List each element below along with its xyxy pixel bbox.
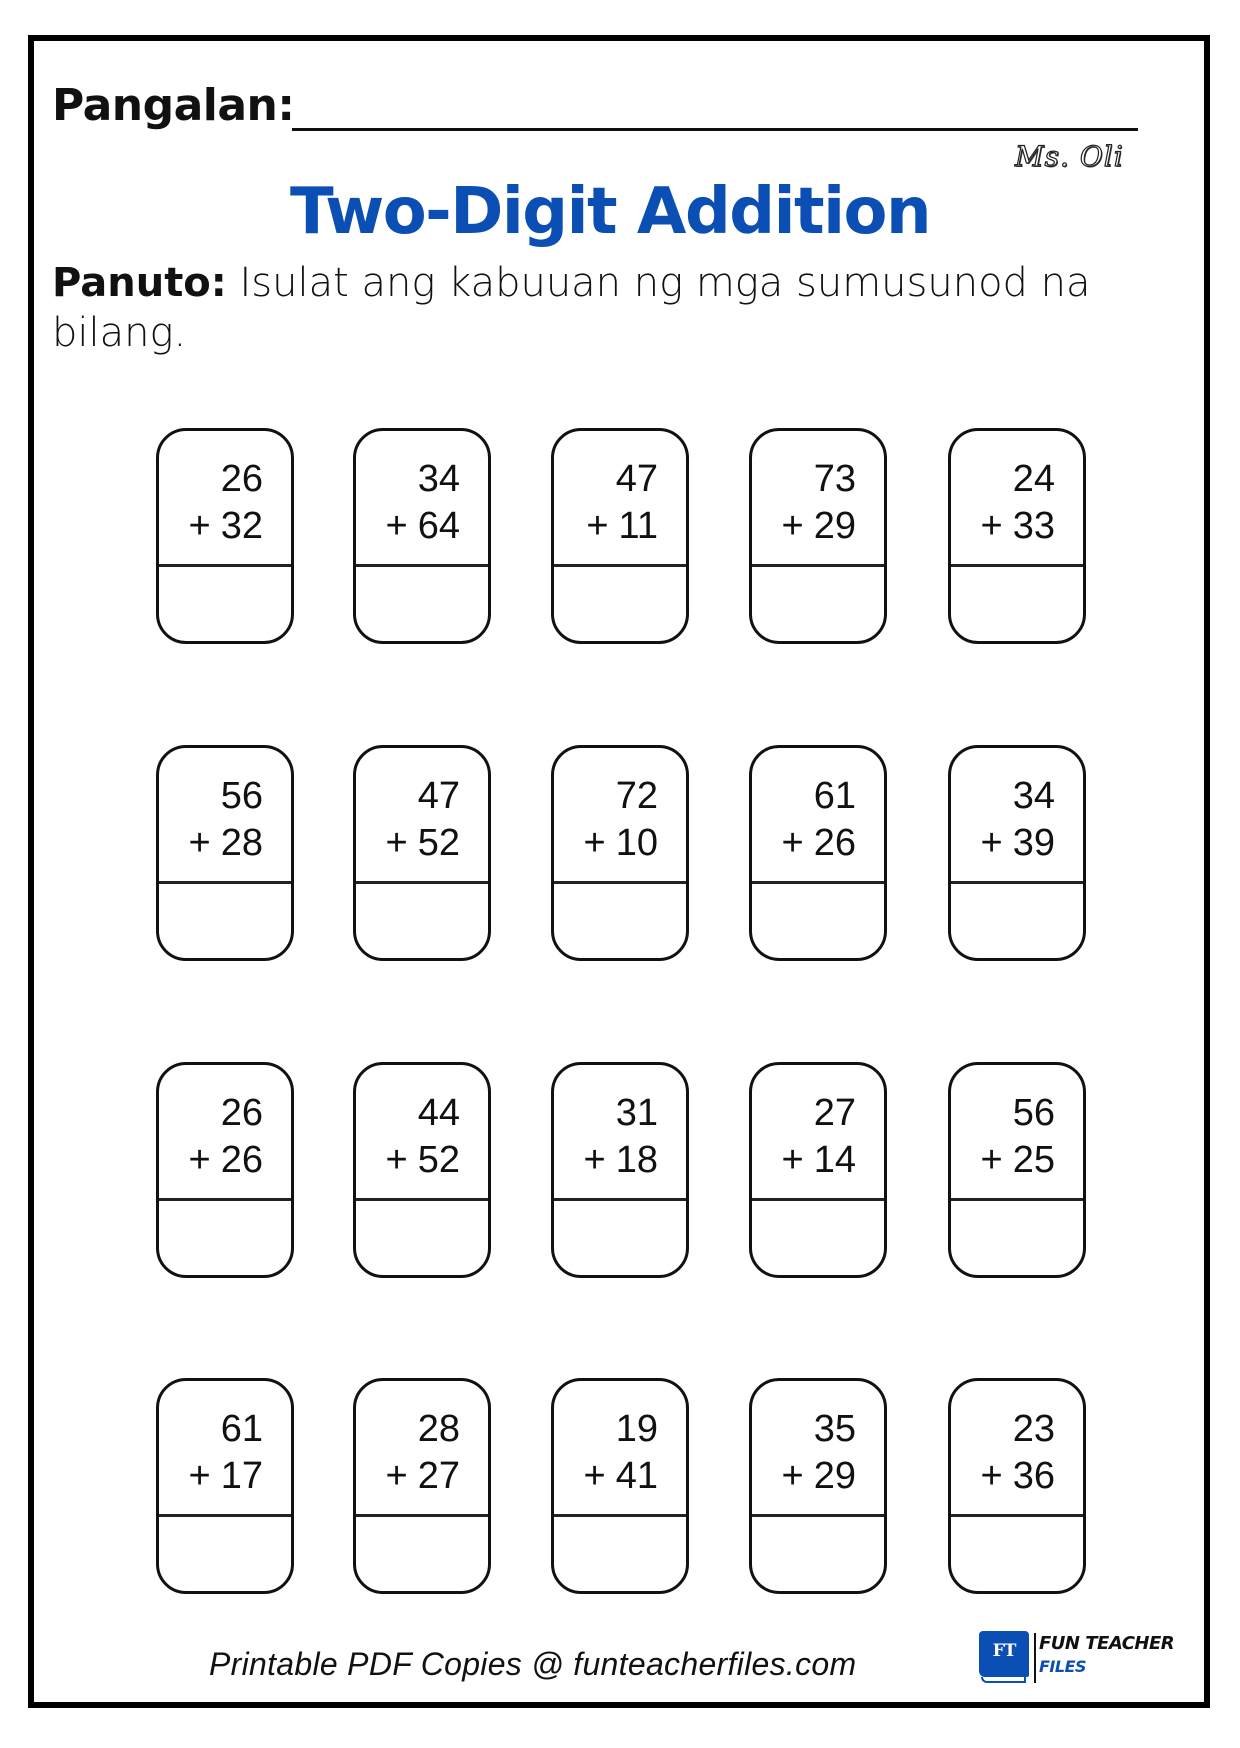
problem-numbers xyxy=(752,1381,884,1517)
addend-2: 27 xyxy=(417,1455,460,1497)
plus-sign: + xyxy=(385,822,408,864)
name-label: Pangalan: xyxy=(52,80,295,131)
problem-numbers xyxy=(159,1065,291,1201)
addend-2: 39 xyxy=(1012,822,1055,864)
addend-1: 47 xyxy=(417,775,460,817)
addend-1: 35 xyxy=(813,1408,856,1450)
problem-numbers xyxy=(951,431,1083,567)
problem-card xyxy=(353,428,491,644)
addend-2-row xyxy=(981,823,1055,863)
addend-2: 17 xyxy=(220,1455,263,1497)
addend-2-row xyxy=(189,1456,263,1496)
problem-card xyxy=(948,745,1086,961)
plus-sign: + xyxy=(385,1139,408,1181)
problem-card xyxy=(749,745,887,961)
addend-1: 28 xyxy=(417,1408,460,1450)
addend-2: 33 xyxy=(1012,505,1055,547)
addend-2-row xyxy=(981,1140,1055,1180)
answer-box[interactable] xyxy=(752,1517,884,1591)
problem-numbers xyxy=(356,1065,488,1201)
addend-1: 19 xyxy=(615,1408,658,1450)
plus-sign: + xyxy=(385,1455,408,1497)
plus-sign: + xyxy=(980,1455,1003,1497)
addend-2-row xyxy=(189,823,263,863)
addend-1: 61 xyxy=(813,775,856,817)
problem-numbers xyxy=(951,1065,1083,1201)
answer-box[interactable] xyxy=(159,1201,291,1275)
problem-card xyxy=(948,1062,1086,1278)
logo-divider xyxy=(1034,1633,1036,1683)
answer-box[interactable] xyxy=(951,1517,1083,1591)
author-signature: Ms. Oli xyxy=(1015,140,1124,173)
problem-numbers xyxy=(554,1065,686,1201)
addend-1: 23 xyxy=(1012,1408,1055,1450)
addend-1: 24 xyxy=(1012,458,1055,500)
answer-box[interactable] xyxy=(752,884,884,958)
worksheet-title: Two-Digit Addition xyxy=(289,175,931,249)
addend-2-row xyxy=(386,506,460,546)
addend-1: 34 xyxy=(1012,775,1055,817)
problem-card xyxy=(948,428,1086,644)
addend-2-row xyxy=(386,823,460,863)
problem-numbers xyxy=(752,748,884,884)
plus-sign: + xyxy=(188,1139,211,1181)
addend-2-row xyxy=(386,1456,460,1496)
addend-2: 52 xyxy=(417,822,460,864)
addend-1: 73 xyxy=(813,458,856,500)
answer-box[interactable] xyxy=(752,567,884,641)
answer-box[interactable] xyxy=(554,884,686,958)
addend-1: 34 xyxy=(417,458,460,500)
addend-2-row xyxy=(189,506,263,546)
plus-sign: + xyxy=(781,822,804,864)
addend-2: 26 xyxy=(220,1139,263,1181)
plus-sign: + xyxy=(188,822,211,864)
plus-sign: + xyxy=(188,505,211,547)
problem-numbers xyxy=(554,1381,686,1517)
instructions-text: Isulat ang kabuuan ng mga sumusunod na bilang. xyxy=(52,260,1091,356)
answer-box[interactable] xyxy=(554,1201,686,1275)
problem-card xyxy=(353,745,491,961)
addend-2: 14 xyxy=(813,1139,856,1181)
problem-card xyxy=(156,1378,294,1594)
answer-box[interactable] xyxy=(356,567,488,641)
instructions xyxy=(52,258,1202,358)
problem-numbers xyxy=(356,748,488,884)
addend-1: 44 xyxy=(417,1092,460,1134)
answer-box[interactable] xyxy=(951,1201,1083,1275)
addend-1: 26 xyxy=(220,458,263,500)
problem-numbers xyxy=(554,748,686,884)
addend-2-row xyxy=(584,1456,658,1496)
problem-card xyxy=(156,428,294,644)
plus-sign: + xyxy=(980,1139,1003,1181)
addend-2: 10 xyxy=(615,822,658,864)
addend-1: 27 xyxy=(813,1092,856,1134)
problem-numbers xyxy=(554,431,686,567)
addend-2-row xyxy=(782,1140,856,1180)
addend-2: 18 xyxy=(615,1139,658,1181)
problem-card xyxy=(551,745,689,961)
addend-2: 32 xyxy=(220,505,263,547)
instructions-lead: Panuto: xyxy=(52,260,227,306)
addend-2-row xyxy=(386,1140,460,1180)
addend-2: 29 xyxy=(813,1455,856,1497)
addend-2: 64 xyxy=(417,505,460,547)
answer-box[interactable] xyxy=(951,567,1083,641)
addend-2: 36 xyxy=(1012,1455,1055,1497)
problem-card xyxy=(551,428,689,644)
addend-2-row xyxy=(584,823,658,863)
addend-1: 47 xyxy=(615,458,658,500)
addend-1: 56 xyxy=(220,775,263,817)
plus-sign: + xyxy=(188,1455,211,1497)
problem-card xyxy=(156,1062,294,1278)
problem-card xyxy=(749,1378,887,1594)
problem-numbers xyxy=(356,1381,488,1517)
plus-sign: + xyxy=(385,505,408,547)
answer-box[interactable] xyxy=(356,884,488,958)
answer-box[interactable] xyxy=(752,1201,884,1275)
problem-numbers xyxy=(752,1065,884,1201)
plus-sign: + xyxy=(583,1139,606,1181)
problem-card xyxy=(353,1062,491,1278)
answer-box[interactable] xyxy=(159,884,291,958)
answer-box[interactable] xyxy=(951,884,1083,958)
problem-card xyxy=(551,1378,689,1594)
logo-text-line2: FILES xyxy=(1039,1657,1087,1676)
addend-1: 31 xyxy=(615,1092,658,1134)
problem-numbers xyxy=(752,431,884,567)
addend-2: 25 xyxy=(1012,1139,1055,1181)
plus-sign: + xyxy=(583,1455,606,1497)
addend-2-row xyxy=(586,506,658,546)
answer-box[interactable] xyxy=(159,1517,291,1591)
problem-card xyxy=(551,1062,689,1278)
answer-box[interactable] xyxy=(356,1517,488,1591)
plus-sign: + xyxy=(586,505,609,547)
addend-2-row xyxy=(981,1456,1055,1496)
addend-2: 11 xyxy=(618,505,658,547)
problem-numbers xyxy=(951,748,1083,884)
answer-box[interactable] xyxy=(356,1201,488,1275)
logo-text-line1: FUN TEACHER xyxy=(1039,1633,1175,1654)
answer-box[interactable] xyxy=(554,1517,686,1591)
addend-1: 72 xyxy=(615,775,658,817)
addend-2-row xyxy=(981,506,1055,546)
addend-1: 26 xyxy=(220,1092,263,1134)
problem-numbers xyxy=(356,431,488,567)
footer-link-text: Printable PDF Copies @ funteacherfiles.com xyxy=(209,1646,857,1682)
fun-teacher-files-logo xyxy=(979,1631,1179,1683)
addend-2-row xyxy=(782,823,856,863)
problem-card xyxy=(749,428,887,644)
addend-2-row xyxy=(584,1140,658,1180)
addend-1: 61 xyxy=(220,1408,263,1450)
problem-numbers xyxy=(159,431,291,567)
addend-2-row xyxy=(782,1456,856,1496)
plus-sign: + xyxy=(980,505,1003,547)
addend-2: 28 xyxy=(220,822,263,864)
problem-numbers xyxy=(159,1381,291,1517)
logo-mark: FT xyxy=(992,1641,1016,1661)
problem-card xyxy=(948,1378,1086,1594)
answer-box[interactable] xyxy=(159,567,291,641)
name-input-line[interactable] xyxy=(292,128,1138,131)
addend-2-row xyxy=(189,1140,263,1180)
plus-sign: + xyxy=(781,1455,804,1497)
plus-sign: + xyxy=(583,822,606,864)
problem-numbers xyxy=(951,1381,1083,1517)
plus-sign: + xyxy=(980,822,1003,864)
plus-sign: + xyxy=(781,1139,804,1181)
answer-box[interactable] xyxy=(554,567,686,641)
addend-1: 56 xyxy=(1012,1092,1055,1134)
addend-2-row xyxy=(782,506,856,546)
problem-numbers xyxy=(159,748,291,884)
problem-card xyxy=(156,745,294,961)
addend-2: 41 xyxy=(615,1455,658,1497)
problem-card xyxy=(353,1378,491,1594)
addend-2: 52 xyxy=(417,1139,460,1181)
addend-2: 29 xyxy=(813,505,856,547)
addend-2: 26 xyxy=(813,822,856,864)
problem-card xyxy=(749,1062,887,1278)
plus-sign: + xyxy=(781,505,804,547)
